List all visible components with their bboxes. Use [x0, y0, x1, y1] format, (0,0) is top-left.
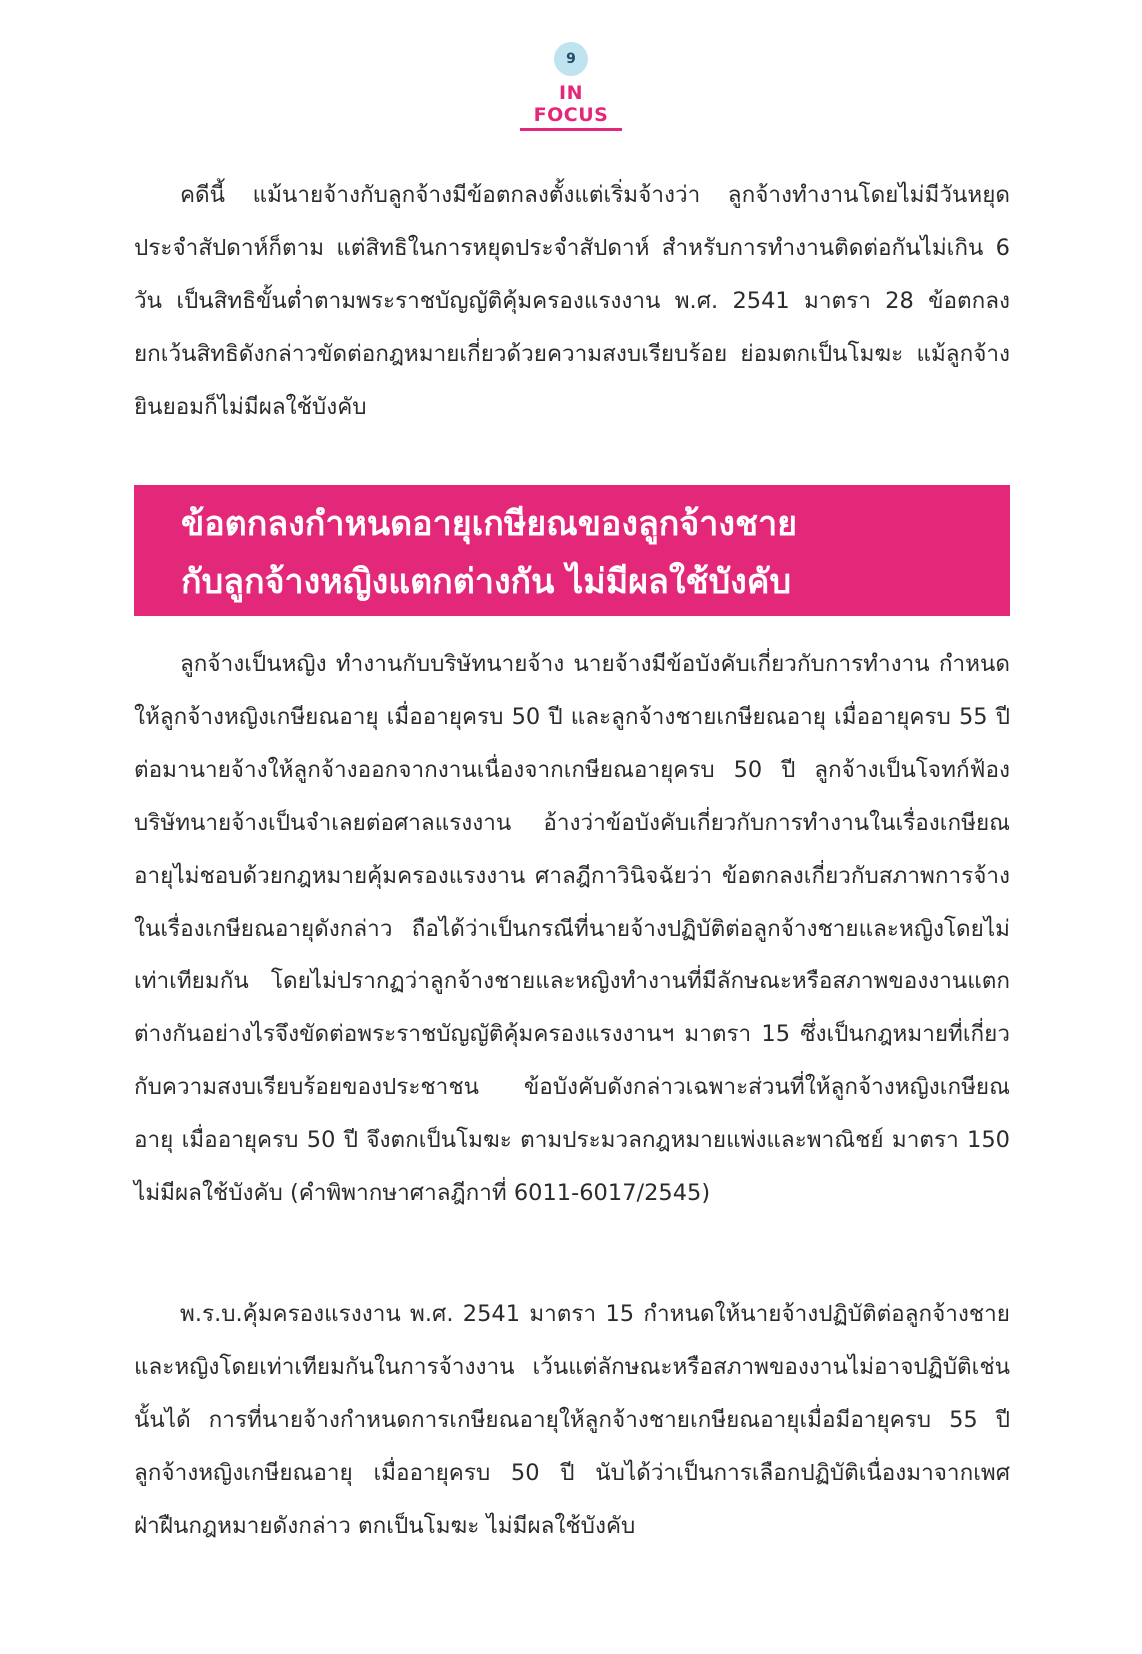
page-number-badge: 9	[554, 42, 588, 76]
section-heading-line-2: กับลูกจ้างหญิงแตกต่างกัน ไม่มีผลใช้บังคับ	[181, 562, 792, 602]
section-heading-line-1: ข้อตกลงกำหนดอายุเกษียณของลูกจ้างชาย	[181, 504, 798, 544]
page-header	[0, 42, 1142, 131]
paragraph-case-retirement-age: ลูกจ้างเป็นหญิง ทำงานกับบริษัทนายจ้าง นายจ้างมีข้อบังคับเกี่ยวกับการทำงาน กำหนดให้ลูกจ้างหญิงเกษียณอายุ เมื่ออายุครบ 50 ปี และลูกจ้างชายเกษียณอายุ เมื่ออายุครบ 55 ปี ต่อมานายจ้างให้ลูกจ้างออกจากงานเนื่องจากเกษียณอายุครบ 50 ปี ลูกจ้างเป็นโจทก์ฟ้องบริษัทนายจ้างเป็นจำเลยต่อศาลแรงงาน อ้างว่าข้อบังคับเกี่ยวกับการทำงานในเรื่องเกษียณอายุไม่ชอบด้วยกฎหมายคุ้มครองแรงงาน ศาลฎีกาวินิจฉัยว่า ข้อตกลงเกี่ยวกับสภาพการจ้างในเรื่องเกษียณอายุดังกล่าว ถือได้ว่าเป็นกรณีที่นายจ้างปฏิบัติต่อลูกจ้างชายและหญิงโดยไม่เท่าเทียมกัน โดยไม่ปรากฏว่าลูกจ้างชายและหญิงทำงานที่มีลักษณะหรือสภาพของงานแตกต่างกันอย่างไรจึงขัดต่อพระราชบัญญัติคุ้มครองแรงงานฯ มาตรา 15 ซึ่งเป็นกฎหมายที่เกี่ยวกับความสงบเรียบร้อยของประชาชน ข้อบังคับดังกล่าวเฉพาะส่วนที่ให้ลูกจ้างหญิงเกษียณอายุ เมื่ออายุครบ 50 ปี จึงตกเป็นโมฆะ ตามประมวลกฎหมายแพ่งและพาณิชย์ มาตรา 150 ไม่มีผลใช้บังคับ (คำพิพากษาศาลฎีกาที่ 6011-6017/2545)	[134, 651, 1010, 1207]
section-heading-banner	[134, 485, 1010, 616]
paragraph-law-section-15: พ.ร.บ.คุ้มครองแรงงาน พ.ศ. 2541 มาตรา 15 กำหนดให้นายจ้างปฏิบัติต่อลูกจ้างชายและหญิงโดยเท่าเทียมกันในการจ้างงาน เว้นแต่ลักษณะหรือสภาพของงานไม่อาจปฏิบัติเช่นนั้นได้ การที่นายจ้างกำหนดการเกษียณอายุให้ลูกจ้างชายเกษียณอายุเมื่อมีอายุครบ 55 ปี ลูกจ้างหญิงเกษียณอายุ เมื่ออายุครบ 50 ปี นับได้ว่าเป็นการเลือกปฏิบัติเนื่องมาจากเพศฝ่าฝืนกฎหมายดังกล่าว ตกเป็นโมฆะ ไม่มีผลใช้บังคับ	[134, 1301, 1010, 1539]
paragraph-case-weekly-holiday: คดีนี้ แม้นายจ้างกับลูกจ้างมีข้อตกลงตั้งแต่เริ่มจ้างว่า ลูกจ้างทำงานโดยไม่มีวันหยุดประจำสัปดาห์ก็ตาม แต่สิทธิในการหยุดประจำสัปดาห์ สำหรับการทำงานติดต่อกันไม่เกิน 6 วัน เป็นสิทธิขั้นต่ำตามพระราชบัญญัติคุ้มครองแรงงาน พ.ศ. 2541 มาตรา 28 ข้อตกลงยกเว้นสิทธิดังกล่าวขัดต่อกฎหมายเกี่ยวด้วยความสงบเรียบร้อย ย่อมตกเป็นโมฆะ แม้ลูกจ้างยินยอมก็ไม่มีผลใช้บังคับ	[134, 182, 1010, 420]
section-label: IN FOCUS	[520, 82, 622, 131]
